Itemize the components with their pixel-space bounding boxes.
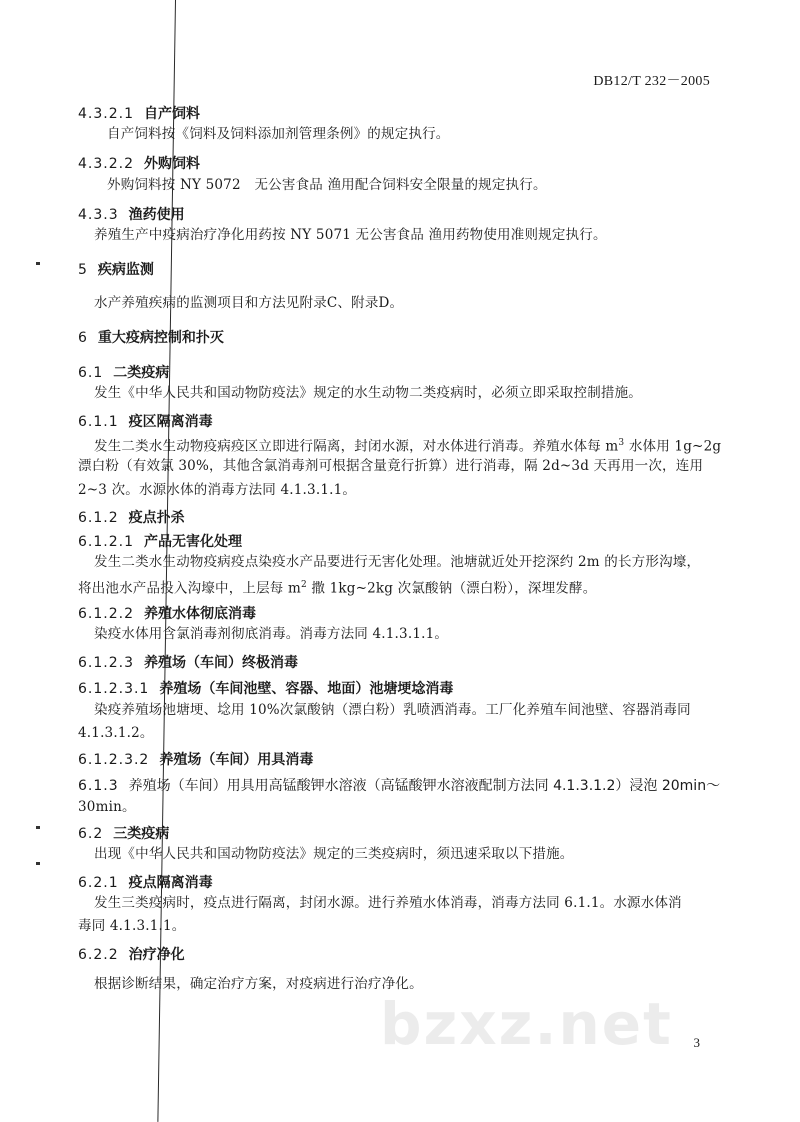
section-number: 6.1.3	[78, 778, 119, 794]
paragraph-line: 2~3 次。水源水体的消毒方法同 4.1.3.1.1。	[78, 482, 357, 498]
text-run: 发生二类水生动物疫病疫区立即进行隔离，封闭水源，对水体进行消毒。养殖水体每 m	[94, 438, 619, 455]
section-title: 三类疫病	[113, 826, 170, 842]
section-title: 自产饲料	[143, 106, 200, 122]
paragraph-line: 出现《中华人民共和国动物防疫法》规定的三类疫病时，须迅速采取以下措施。	[94, 846, 574, 862]
paragraph-line: 染疫水体用含氯消毒剂彻底消毒。消毒方法同 4.1.3.1.1。	[94, 626, 449, 642]
doc-id-header: DB12/T 232－2005	[593, 74, 710, 89]
section-number: 6.1.2.3	[78, 655, 134, 671]
section-title: 重大疫病控制和扑灭	[97, 330, 224, 346]
section-heading	[78, 153, 200, 173]
section-heading	[78, 823, 169, 843]
section-title: 渔药使用	[128, 207, 185, 223]
section-title: 疫点隔离消毒	[128, 875, 213, 891]
paragraph-line: 染疫养殖场池塘埂、埝用 10%次氯酸钠（漂白粉）乳喷洒消毒。工厂化养殖车间池壁、容器消毒同	[94, 702, 691, 718]
watermark: bzxz.net	[380, 990, 673, 1058]
paragraph-line: 毒同 4.1.3.1.1。	[78, 918, 186, 934]
paragraph-line: 发生《中华人民共和国动物防疫法》规定的水生动物二类疫病时，必须立即采取控制措施。	[94, 385, 642, 401]
paragraph-line: 4.1.3.1.2。	[78, 725, 154, 741]
paragraph-line: 养殖生产中疫病治疗净化用药按 NY 5071 无公害食品 渔用药物使用准则规定执行。	[94, 227, 607, 243]
paragraph-line: 漂白粉（有效氯 30%，其他含氯消毒剂可根据含量竟行折算）进行消毒，隔 2d~3d 天再用一次，连用	[78, 458, 704, 474]
superscript: 2	[301, 580, 307, 590]
text-run: 撒 1kg~2kg 次氯酸钠（漂白粉），深埋发酵。	[306, 580, 597, 597]
section-number: 6.1.2.2	[78, 606, 134, 622]
section-title: 养殖水体彻底消毒	[143, 606, 256, 622]
section-heading	[78, 749, 313, 769]
paragraph-line: 自产饲料按《饲料及饲料添加剂管理条例》的规定执行。	[107, 126, 450, 142]
text-run: 水体用 1g~2g	[624, 438, 722, 455]
section-heading	[78, 872, 213, 892]
section-heading	[78, 204, 185, 224]
paragraph-line: 根据诊断结果，确定治疗方案，对疫病进行治疗净化。	[94, 976, 423, 992]
section-number: 4.3.2.2	[78, 156, 134, 172]
section-heading	[78, 327, 224, 347]
section-heading	[78, 259, 154, 279]
paragraph-line: 发生二类水生动物疫病疫点染疫水产品要进行无害化处理。池塘就近处开挖深约 2m 的长方形沟壕，	[94, 554, 701, 570]
section-title: 疫点扑杀	[128, 510, 185, 526]
section-number: 6.1.2.3.2	[78, 752, 150, 768]
section-number: 4.3.2.1	[78, 106, 134, 122]
section-number: 6.1.2.1	[78, 534, 134, 550]
scan-mark	[36, 262, 40, 265]
section-heading	[78, 507, 185, 527]
section-heading	[78, 103, 200, 123]
section-heading	[78, 531, 242, 551]
scan-mark	[36, 826, 40, 829]
section-number: 6.2	[78, 826, 104, 842]
section-title: 产品无害化处理	[143, 534, 242, 550]
section-number: 5	[78, 262, 88, 278]
scan-mark	[36, 862, 40, 865]
paragraph-line: 水产养殖疾病的监测项目和方法见附录C、附录D。	[94, 295, 404, 311]
section-heading	[78, 411, 213, 431]
section-title: 二类疫病	[113, 365, 170, 381]
section-title: 养殖场（车间池壁、容器、地面）池塘埂埝消毒	[159, 681, 454, 697]
paragraph-line: 发生三类疫病时，疫点进行隔离，封闭水源。进行养殖水体消毒，消毒方法同 6.1.1。水源水体消	[94, 895, 682, 911]
section-title: 养殖场（车间）用具用高锰酸钾水溶液（高锰酸钾水溶液配制方法同 4.1.3.1.2）浸泡 20min～	[128, 778, 721, 794]
paragraph-line	[78, 574, 596, 601]
section-number: 6.2.1	[78, 875, 119, 891]
section-heading	[78, 652, 298, 672]
section-title: 治疗净化	[128, 947, 185, 963]
text-run: 将出池水产品投入沟壕中，上层每 m	[78, 580, 301, 597]
section-number: 6.2.2	[78, 947, 119, 963]
section-number: 6	[78, 330, 88, 346]
section-number: 6.1	[78, 365, 104, 381]
section-number: 6.1.2	[78, 510, 119, 526]
paragraph-line: 外购饲料按 NY 5072 无公害食品 渔用配合饲料安全限量的规定执行。	[107, 177, 547, 193]
section-title: 养殖场（车间）用具消毒	[159, 752, 314, 768]
section-title: 疫区隔离消毒	[128, 414, 213, 430]
section-number: 6.1.1	[78, 414, 119, 430]
section-title: 外购饲料	[143, 156, 200, 172]
section-heading	[78, 775, 720, 795]
section-heading	[78, 944, 185, 964]
superscript: 3	[618, 438, 625, 448]
section-heading	[78, 678, 453, 698]
section-number: 6.1.2.3.1	[78, 681, 150, 697]
section-title: 养殖场（车间）终极消毒	[143, 655, 298, 671]
section-heading	[78, 603, 256, 623]
section-number: 4.3.3	[78, 207, 119, 223]
page-number: 3	[693, 1035, 700, 1050]
paragraph-line: 30min。	[78, 799, 136, 815]
section-title: 疾病监测	[97, 262, 154, 278]
section-heading	[78, 362, 169, 382]
